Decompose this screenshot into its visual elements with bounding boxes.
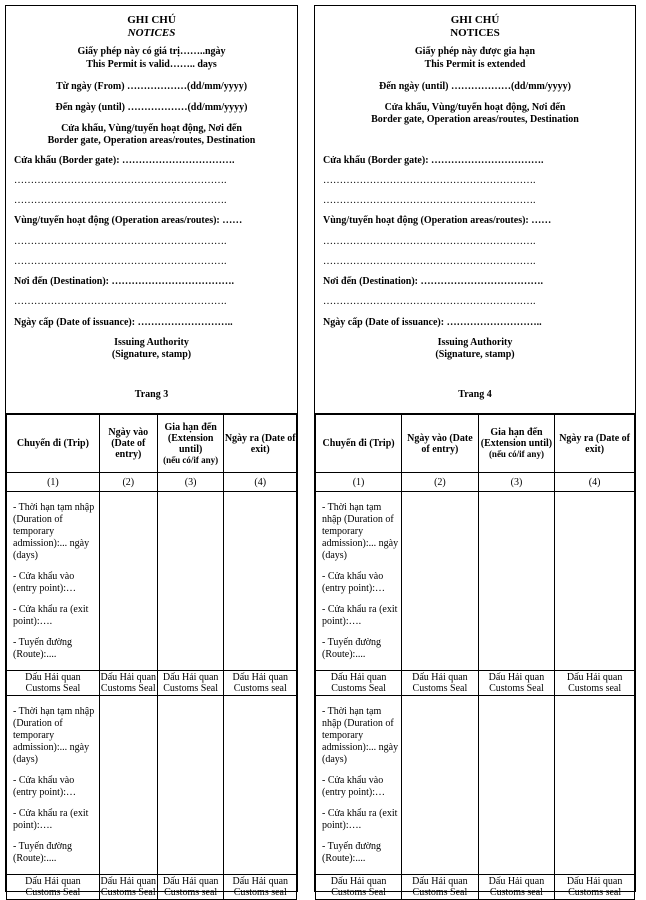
customs-seal: Dấu Hải quan Customs Seal <box>7 671 100 696</box>
col-trip-header: Chuyến đi (Trip) <box>316 415 402 473</box>
duration-text: - Thời hạn tạm nhập (Duration of temporary admission):... ngày (days) <box>322 706 399 765</box>
notices-title-vn: GHI CHÚ <box>450 14 500 26</box>
dotted-line: ………………………………………………………. <box>323 236 536 247</box>
entry-date-cell <box>99 492 157 671</box>
dotted-line: ………………………………………………………. <box>323 256 536 267</box>
notices-title-en: NOTICES <box>450 27 500 39</box>
page-label: Trang 3 <box>134 389 169 400</box>
exit-date-cell <box>224 696 297 875</box>
areas-heading-en: Border gate, Operation areas/routes, Destination <box>47 135 256 146</box>
exit-date-cell <box>224 492 297 671</box>
trip-details-cell <box>7 696 100 875</box>
signature-stamp: (Signature, stamp) <box>435 349 515 360</box>
border-gate-field: Cửa khẩu (Border gate): ……………………………. <box>14 155 235 166</box>
extension-line-vn: Giấy phép này được gia hạn <box>414 46 536 57</box>
customs-seal: Dấu Hải quan Customs Seal <box>7 875 100 900</box>
trip-table <box>315 413 635 898</box>
entry-point-text: - Cửa khẩu vào (entry point):… <box>322 775 386 798</box>
customs-seal: Dấu Hải quan Customs Seal <box>316 875 402 900</box>
validity-line-vn: Giấy phép này có giá trị……..ngày <box>77 46 226 57</box>
issuance-date-field: Ngày cấp (Date of issuance): ……………………….. <box>323 317 542 328</box>
duration-text: - Thời hạn tạm nhập (Duration of temporary admission):... ngày (days) <box>13 502 95 561</box>
route-text: - Tuyến đường (Route):.... <box>13 841 73 864</box>
signature-stamp: (Signature, stamp) <box>111 349 192 360</box>
dotted-line: ………………………………………………………. <box>323 195 536 206</box>
col-number: (1) <box>316 473 402 492</box>
col-number: (2) <box>402 473 479 492</box>
col-exit-header: Ngày ra (Date of exit) <box>555 415 635 473</box>
col-number: (1) <box>7 473 100 492</box>
col-number: (4) <box>555 473 635 492</box>
page-label: Trang 4 <box>458 389 492 400</box>
col-entry-header: Ngày vào (Date of entry) <box>402 415 479 473</box>
extension-cell <box>157 492 224 671</box>
trip-table <box>6 413 297 898</box>
customs-seal: Dấu Hải quan Customs Seal <box>100 672 157 694</box>
customs-seal: Dấu Hải quan Customs Seal <box>402 875 479 900</box>
entry-point-text: - Cửa khẩu vào (entry point):… <box>13 571 77 594</box>
areas-heading-vn: Cửa khẩu, Vùng/tuyến hoạt động, Nơi đến <box>61 123 242 134</box>
from-date-line: Từ ngày (From) ………………(dd/mm/yyyy) <box>55 81 248 92</box>
exit-date-cell <box>555 492 635 671</box>
issuance-date-field: Ngày cấp (Date of issuance): ……………………….. <box>14 317 233 328</box>
customs-seal: Dấu Hải quan Customs seal <box>224 875 297 900</box>
validity-line-en: This Permit is valid…….. days <box>86 59 217 70</box>
customs-seal: Dấu Hải quan Customs Seal <box>316 671 402 696</box>
col-extension-header: Gia hạn đến (Extension until) (nếu có/if any) <box>478 415 555 473</box>
entry-date-cell <box>402 492 479 671</box>
col-number: (2) <box>99 473 157 492</box>
extension-cell <box>478 696 555 875</box>
notices-section <box>315 6 635 412</box>
duration-text: - Thời hạn tạm nhập (Duration of temporary admission):... ngày (days) <box>322 502 399 561</box>
dotted-line: ………………………………………………………. <box>323 296 536 307</box>
until-date-line: Đến ngày (until) ………………(dd/mm/yyyy) <box>55 102 248 113</box>
customs-seal: Dấu Hải quan Customs Seal <box>100 876 157 898</box>
trip-details-cell <box>316 696 402 875</box>
entry-point-text: - Cửa khẩu vào (entry point):… <box>322 571 386 594</box>
dotted-line: ………………………………………………………. <box>14 296 227 307</box>
route-text: - Tuyến đường (Route):.... <box>322 841 382 864</box>
customs-seal: Dấu Hải quan Customs Seal <box>157 671 224 696</box>
dotted-line: ………………………………………………………. <box>14 256 227 267</box>
route-text: - Tuyến đường (Route):.... <box>13 637 73 660</box>
notices-title-en: NOTICES <box>127 27 176 39</box>
until-date-line: Đến ngày (until) ………………(dd/mm/yyyy) <box>379 81 571 92</box>
notices-section <box>6 6 297 412</box>
col-extension-header: Gia hạn đến (Extension until) (nếu có/if any) <box>157 415 224 473</box>
areas-heading-en: Border gate, Operation areas/routes, Destination <box>371 114 579 125</box>
extension-cell <box>157 696 224 875</box>
duration-text: - Thời hạn tạm nhập (Duration of temporary admission):... ngày (days) <box>13 706 95 765</box>
trip-details-cell <box>316 492 402 671</box>
customs-seal: Dấu Hải quan Customs Seal <box>478 671 555 696</box>
entry-point-text: - Cửa khẩu vào (entry point):… <box>13 775 77 798</box>
exit-point-text: - Cửa khẩu ra (exit point):…. <box>13 604 89 627</box>
areas-heading-vn: Cửa khẩu, Vùng/tuyến hoạt động, Nơi đến <box>384 102 566 113</box>
col-trip-header: Chuyến đi (Trip) <box>7 415 100 473</box>
dotted-line: ………………………………………………………. <box>14 195 227 206</box>
destination-field: Nơi đến (Destination): ………………………………. <box>14 276 234 287</box>
entry-date-cell <box>99 696 157 875</box>
entry-date-cell <box>402 696 479 875</box>
border-gate-field: Cửa khẩu (Border gate): ……………………………. <box>323 155 544 166</box>
col-number: (3) <box>157 473 224 492</box>
permit-page-4 <box>314 5 636 898</box>
permit-page-3 <box>5 5 298 898</box>
extension-cell <box>478 492 555 671</box>
col-number: (4) <box>224 473 297 492</box>
dotted-line: ………………………………………………………. <box>14 236 227 247</box>
dotted-line: ………………………………………………………. <box>323 175 536 186</box>
exit-point-text: - Cửa khẩu ra (exit point):…. <box>13 808 89 831</box>
dotted-line: ………………………………………………………. <box>14 175 227 186</box>
customs-seal: Dấu Hải quan Customs seal <box>555 875 635 900</box>
destination-field: Nơi đến (Destination): ………………………………. <box>323 276 543 287</box>
operation-areas-field: Vùng/tuyến hoạt động (Operation areas/routes): …… <box>14 215 243 226</box>
notices-title-vn: GHI CHÚ <box>127 14 176 26</box>
route-text: - Tuyến đường (Route):.... <box>322 637 382 660</box>
col-entry-header: Ngày vào (Date of entry) <box>99 415 157 473</box>
customs-seal: Dấu Hải quan Customs seal <box>157 875 224 900</box>
extension-line-en: This Permit is extended <box>424 59 526 70</box>
trip-details-cell <box>7 492 100 671</box>
issuing-authority: Issuing Authority <box>114 337 189 348</box>
exit-point-text: - Cửa khẩu ra (exit point):…. <box>322 604 398 627</box>
customs-seal: Dấu Hải quan Customs seal <box>478 875 555 900</box>
customs-seal: Dấu Hải quan Customs Seal <box>402 671 479 696</box>
exit-point-text: - Cửa khẩu ra (exit point):…. <box>322 808 398 831</box>
col-exit-header: Ngày ra (Date of exit) <box>224 415 297 473</box>
operation-areas-field: Vùng/tuyến hoạt động (Operation areas/routes): …… <box>323 215 552 226</box>
col-number: (3) <box>478 473 555 492</box>
customs-seal: Dấu Hải quan Customs seal <box>555 671 635 696</box>
exit-date-cell <box>555 696 635 875</box>
customs-seal: Dấu Hải quan Customs seal <box>224 671 297 696</box>
issuing-authority: Issuing Authority <box>437 337 513 348</box>
